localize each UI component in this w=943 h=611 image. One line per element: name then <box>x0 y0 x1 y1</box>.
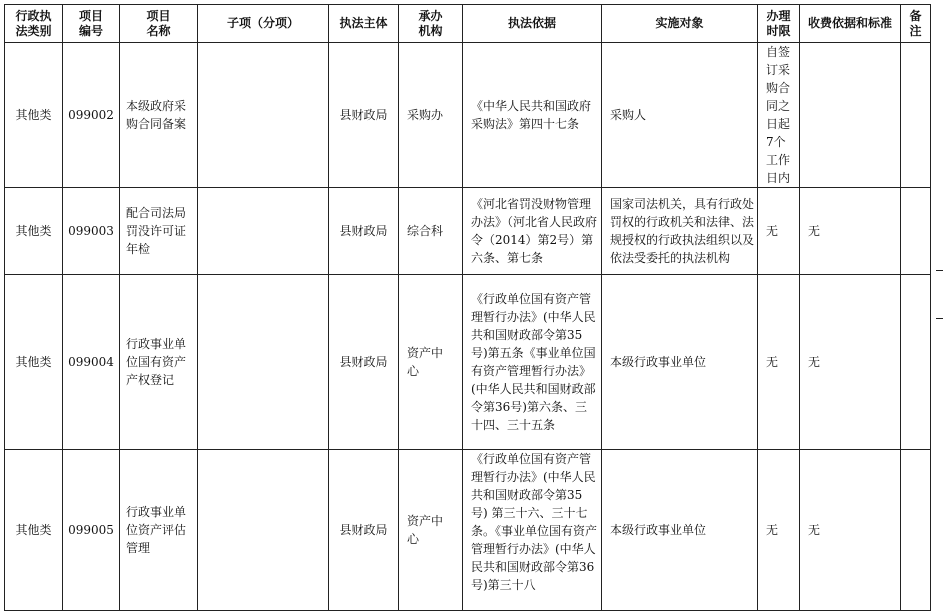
cell-name: 行政事业单位国有资产产权登记 <box>120 275 198 450</box>
cell-code: 099003 <box>63 188 120 275</box>
cell-subitem <box>198 275 329 450</box>
cell-remark <box>901 450 931 611</box>
cell-subitem <box>198 188 329 275</box>
cell-name: 行政事业单位资产评估管理 <box>120 450 198 611</box>
cell-subject: 县财政局 <box>329 43 399 188</box>
cell-category: 其他类 <box>5 450 63 611</box>
header-target: 实施对象 <box>602 5 758 43</box>
cell-deadline: 无 <box>758 450 800 611</box>
cell-office: 资产中心 <box>399 275 463 450</box>
cell-category: 其他类 <box>5 43 63 188</box>
cell-subitem <box>198 43 329 188</box>
cell-code: 099005 <box>63 450 120 611</box>
cell-basis: 《中华人民共和国政府采购法》第四十七条 <box>463 43 602 188</box>
cell-target: 采购人 <box>602 43 758 188</box>
cell-office: 采购办 <box>399 43 463 188</box>
header-deadline: 办理时限 <box>758 5 800 43</box>
cell-target: 本级行政事业单位 <box>602 275 758 450</box>
table-row <box>5 275 931 450</box>
header-code: 项目编号 <box>63 5 120 43</box>
cell-subject: 县财政局 <box>329 450 399 611</box>
table-row <box>5 450 931 611</box>
cell-deadline: 无 <box>758 275 800 450</box>
page-edge-tick <box>936 270 943 271</box>
header-remark: 备注 <box>901 5 931 43</box>
cell-deadline: 无 <box>758 188 800 275</box>
header-fee: 收费依据和标准 <box>800 5 901 43</box>
table-row <box>5 43 931 188</box>
table-row <box>5 188 931 275</box>
cell-fee: 无 <box>800 188 901 275</box>
cell-target: 国家司法机关，具有行政处罚权的行政机关和法律、法规授权的行政执法组织以及依法受委托的执法机构 <box>602 188 758 275</box>
cell-subject: 县财政局 <box>329 188 399 275</box>
header-office: 承办机构 <box>399 5 463 43</box>
cell-fee <box>800 43 901 188</box>
cell-remark <box>901 43 931 188</box>
header-basis: 执法依据 <box>463 5 602 43</box>
cell-subitem <box>198 450 329 611</box>
cell-office: 资产中心 <box>399 450 463 611</box>
cell-office: 综合科 <box>399 188 463 275</box>
law-enforcement-items-table <box>4 4 931 611</box>
cell-name: 本级政府采购合同备案 <box>120 43 198 188</box>
cell-name: 配合司法局罚没许可证年检 <box>120 188 198 275</box>
cell-fee: 无 <box>800 275 901 450</box>
cell-code: 099002 <box>63 43 120 188</box>
cell-code: 099004 <box>63 275 120 450</box>
page-edge-tick <box>936 318 943 319</box>
header-subitem: 子项（分项） <box>198 5 329 43</box>
cell-basis: 《行政单位国有资产管理暂行办法》(中华人民共和国财政部令第35号)第五条《事业单位国有资产管理暂行办法》(中华人民共和国财政部令第36号)第六条、三十四、三十五条 <box>463 275 602 450</box>
cell-category: 其他类 <box>5 275 63 450</box>
cell-basis: 《行政单位国有资产管理暂行办法》(中华人民共和国财政部令第35号) 第三十六、三十七条。《事业单位国有资产管理暂行办法》(中华人民共和国财政部令第36号)第三十八 <box>463 450 602 611</box>
cell-target: 本级行政事业单位 <box>602 450 758 611</box>
cell-category: 其他类 <box>5 188 63 275</box>
cell-remark <box>901 188 931 275</box>
table-header-row <box>5 5 931 43</box>
cell-subject: 县财政局 <box>329 275 399 450</box>
cell-remark <box>901 275 931 450</box>
cell-fee: 无 <box>800 450 901 611</box>
header-category: 行政执法类别 <box>5 5 63 43</box>
header-name: 项目名称 <box>120 5 198 43</box>
cell-basis: 《河北省罚没财物管理办法》（河北省人民政府令（2014）第2号）第六条、第七条 <box>463 188 602 275</box>
cell-deadline: 自签订采购合同之日起7个工作日内 <box>758 43 800 188</box>
header-subject: 执法主体 <box>329 5 399 43</box>
